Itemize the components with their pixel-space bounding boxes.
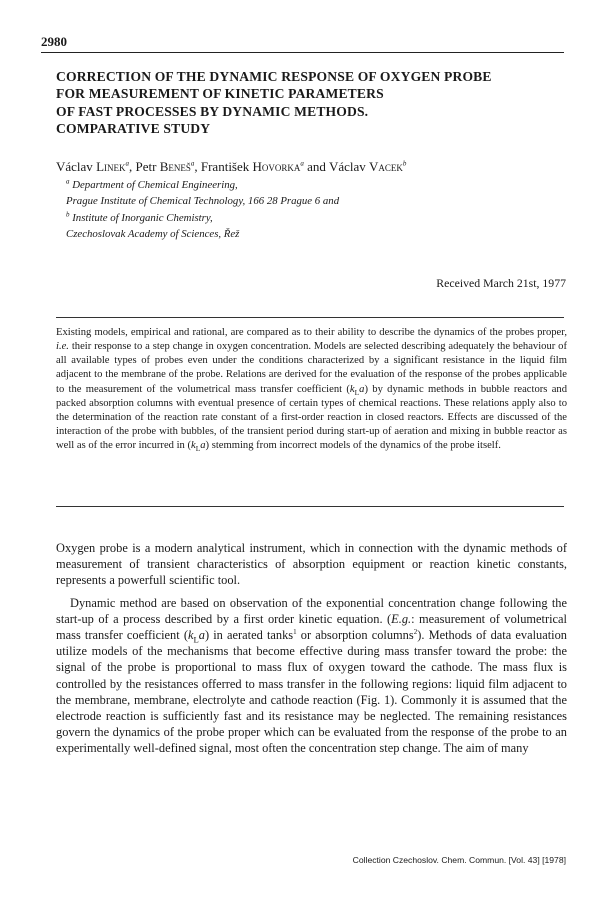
journal-footer: Collection Czechoslov. Chem. Commun. [Vol. 43] [1978]	[352, 855, 566, 865]
affiliation-line: $^b$ Institute of Inorganic Chemistry,	[66, 210, 213, 224]
abstract-text: Existing models, empirical and rational, are compared as to their ability to describe the dynamics of the probes proper, i.e. their response to a step change in oxygen concentration. Models are selected describing adequately the behaviour of all available types of probes even under the conditions characterized by a significant resistance in the liquid film adjacent to the membrane of the probe. Relations are derived for the evaluation of the response of the probes applicable to the measurement of the volumetrical mass transfer coefficient $(k_La)$ by dynamic methods in bubble reactors and packed absorption columns with eventual presence of certain types of chemical reactions. These relations apply also to the determination of the reaction rate constant of a first-order reaction in closed reactors. Effects are discussed of the interaction of the probe with bubbles, of the transient period during start-up of aeration and mixing in bubble reactor as well as of the error incurred in $(k_La)$ stemming from incorrect models of the dynamics of the probe itself.	[56, 327, 567, 454]
article-title	[56, 68, 556, 138]
title-line: COMPARATIVE STUDY	[56, 121, 211, 137]
body-paragraph: Dynamic method are based on observation of the exponential concentration change following the start-up of a process described by a first order kinetic equation. (E.g.: measurement of volumetrical mass transfer coefficient $(k_La)$ in aerated tanks$^1$ or absorption columns$^2$). Methods of data evaluation utilize models of the mechanisms that become effective during mass transfer toward the probe: the signal of the probe is proportional to mass flux of oxygen toward the cathode. The mass flux is controlled by the resistances offerred to mass transfer in the following regions: liquid film adjacent to the membrane, membrane, electrolyte and cathode reaction (Fig. 1). Commonly it is assumed that the electrode reaction is sufficiently fast and its resistance may be neglected. The remaining resistances govern the dynamics of the probe proper which can be evaluated from the response of the probe to an experimentally well-defined signal, most often the concentration step change. The aim of many	[56, 595, 567, 756]
abstract	[56, 326, 567, 453]
body-paragraph: Oxygen probe is a modern analytical instrument, which in connection with the dynamic methods of measurement of transient characteristics of absorption equipment or reaction kinetic constants, represents a powerfull scientific tool.	[56, 541, 567, 588]
author-name: František Hovorka$^a$	[200, 159, 304, 174]
author-list: Václav Linek$^a$, Petr Beneš$^a$, František Hovorka$^a$ and Václav Vacek$^b$	[56, 159, 407, 174]
affiliation-line: Prague Institute of Chemical Technology, 166 28 Prague 6 and	[66, 195, 340, 208]
abstract-top-rule	[56, 317, 564, 318]
title-line: OF FAST PROCESSES BY DYNAMIC METHODS.	[56, 103, 369, 119]
affiliation-line: Czechoslovak Academy of Sciences, Řež	[66, 227, 240, 240]
title-line: CORRECTION OF THE DYNAMIC RESPONSE OF OXYGEN PROBE	[56, 69, 492, 84]
abstract-bottom-rule	[56, 506, 564, 507]
author-name: Václav Vacek$^b$	[328, 159, 407, 174]
title-line: FOR MEASUREMENT OF KINETIC PARAMETERS	[56, 86, 384, 102]
affiliation-line: $^a$ Department of Chemical Engineering,	[66, 177, 238, 191]
affiliations	[66, 177, 339, 242]
page-number: 2980	[41, 34, 67, 49]
header-rule	[41, 52, 564, 53]
author-name: Petr Beneš$^a$	[135, 159, 195, 174]
received-date: Received March 21st, 1977	[436, 276, 566, 290]
body-text	[56, 540, 567, 763]
author-name: Václav Linek$^a$	[56, 159, 129, 174]
